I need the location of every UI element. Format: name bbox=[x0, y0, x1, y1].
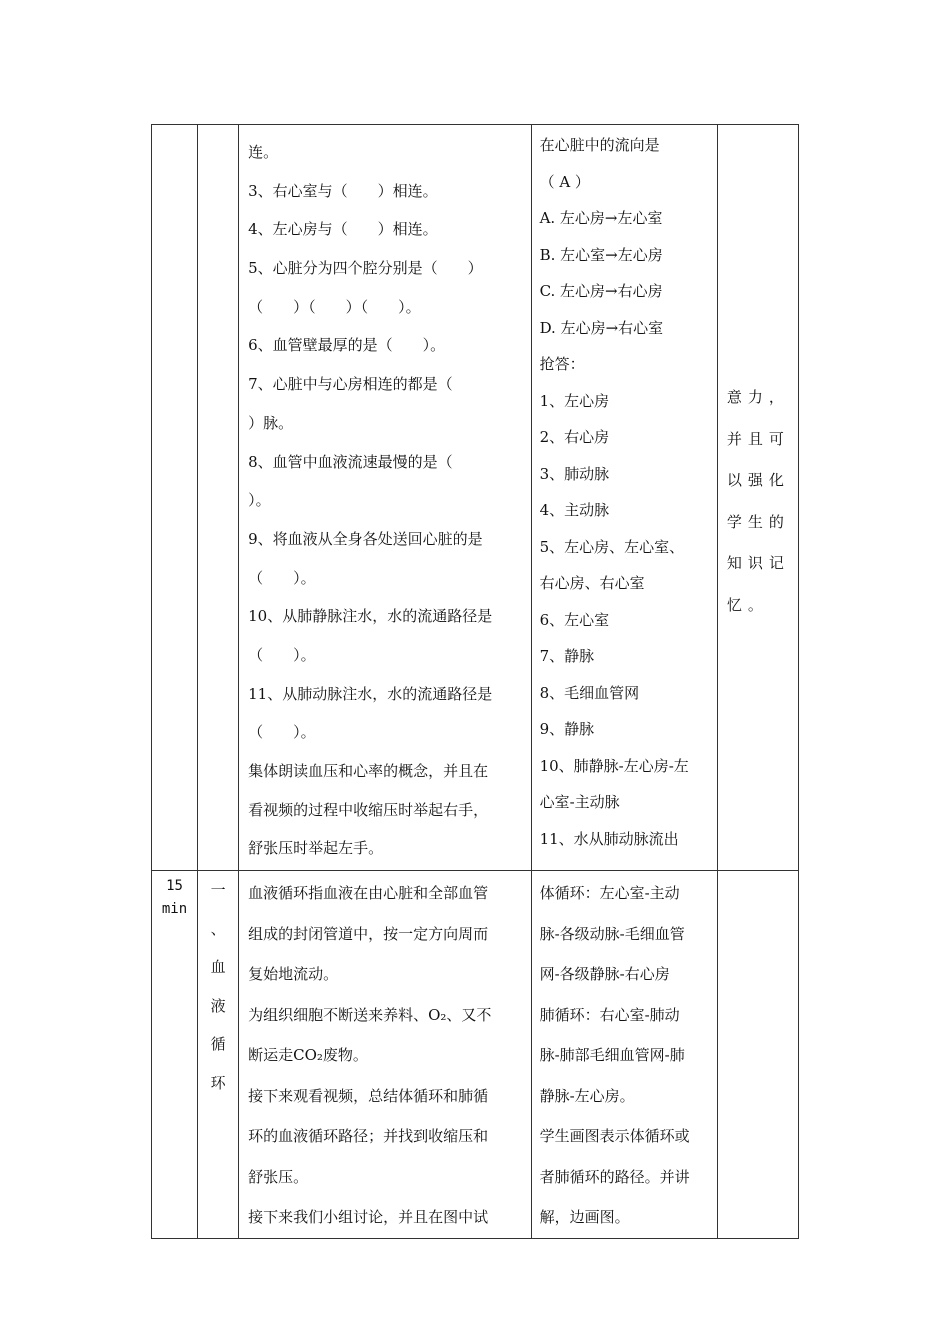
time-cell bbox=[152, 871, 198, 1239]
text-line: 意力， bbox=[726, 388, 790, 406]
table-row bbox=[152, 871, 799, 1239]
text-line: 舒张压。 bbox=[248, 1167, 309, 1186]
text-line: 网-各级静脉-右心房 bbox=[539, 965, 670, 983]
text-line: 静脉-左心房。 bbox=[539, 1086, 635, 1105]
text-line: 4、主动脉 bbox=[539, 501, 610, 519]
text-line: ）。 bbox=[248, 491, 271, 510]
text-line: （ ）。 bbox=[248, 645, 316, 664]
text-line: 心室-主动脉 bbox=[539, 793, 620, 811]
section-cell bbox=[198, 125, 239, 871]
text-line: 6、左心室 bbox=[539, 610, 610, 629]
text-line: B. 左心室→左心房 bbox=[539, 245, 663, 264]
text-line: 7、心脏中与心房相连的都是（ bbox=[248, 375, 453, 394]
text-line: 11、从肺动脉注水，水的流通路径是 bbox=[248, 684, 493, 703]
text-line: 断运走CO₂废物。 bbox=[248, 1046, 368, 1064]
lesson-plan-table bbox=[151, 124, 799, 1239]
time-cell bbox=[152, 125, 198, 871]
text-line: 体循环：左心室-主动 bbox=[539, 884, 680, 902]
section-char: 血 bbox=[210, 958, 226, 977]
text-line: A. 左心房→左心室 bbox=[539, 209, 663, 227]
text-line: 1、左心房 bbox=[539, 391, 610, 410]
text-line: 知识记 bbox=[726, 554, 790, 572]
text-line: 肺循环：右心室-肺动 bbox=[539, 1005, 680, 1024]
text-line: 复始地流动。 bbox=[248, 965, 339, 983]
student-activity-cell bbox=[531, 871, 717, 1239]
design-intent-cell bbox=[717, 125, 798, 871]
text-line: 11、水从肺动脉流出 bbox=[539, 829, 679, 848]
section-char: 一 bbox=[210, 881, 226, 899]
text-line: （ ）（ ）（ ）。 bbox=[248, 297, 421, 316]
text-line: 接下来观看视频，总结体循环和肺循 bbox=[248, 1086, 489, 1105]
text-line: 组成的封闭管道中，按一定方向周而 bbox=[248, 924, 489, 943]
text-line: 7、静脉 bbox=[539, 647, 595, 665]
text-line: D. 左心房→右心室 bbox=[539, 318, 664, 337]
text-line: 学生的 bbox=[726, 512, 790, 531]
text-line: 并且可 bbox=[726, 429, 790, 448]
text-line: 在心脏中的流向是 bbox=[539, 136, 660, 154]
text-line: 看视频的过程中收缩压时举起右手， bbox=[248, 800, 489, 819]
text-line: 为组织细胞不断送来养料、O₂、又不 bbox=[248, 1005, 492, 1024]
text-line: （ ）。 bbox=[248, 568, 316, 587]
text-line: 9、将血液从全身各处送回心脏的是 bbox=[248, 529, 483, 548]
table-row bbox=[152, 125, 799, 871]
text-line: ）脉。 bbox=[248, 413, 294, 432]
text-line: 9、静脉 bbox=[539, 720, 595, 738]
text-line: 学生画图表示体循环或 bbox=[539, 1127, 690, 1145]
text-line: 3、右心室与（ ）相连。 bbox=[248, 181, 438, 200]
text-line: 2、右心房 bbox=[539, 428, 610, 446]
text-line: 舒张压时举起左手。 bbox=[248, 839, 384, 858]
text-line: 接下来我们小组讨论，并且在图中试 bbox=[248, 1208, 489, 1226]
text-line: 脉-肺部毛细血管网-肺 bbox=[539, 1046, 685, 1064]
text-line: （ A ） bbox=[539, 172, 590, 191]
text-line: 8、毛细血管网 bbox=[539, 683, 640, 702]
text-line: 4、左心房与（ ）相连。 bbox=[248, 220, 438, 239]
time-value: 15 bbox=[166, 878, 183, 894]
text-line: 3、肺动脉 bbox=[539, 464, 610, 483]
text-line: 8、血管中血液流速最慢的是（ bbox=[248, 452, 453, 471]
text-line: 以强化 bbox=[726, 471, 790, 489]
text-line: 右心房、右心室 bbox=[539, 574, 645, 592]
text-line: 5、左心房、左心室、 bbox=[539, 537, 685, 556]
text-line: 环的血液循环路径；并找到收缩压和 bbox=[248, 1127, 489, 1145]
text-line: 解，边画图。 bbox=[539, 1208, 630, 1226]
section-char: 环 bbox=[210, 1073, 226, 1092]
teacher-activity-cell bbox=[239, 871, 531, 1239]
teacher-activity-cell bbox=[239, 125, 531, 871]
student-activity-cell bbox=[531, 125, 717, 871]
text-line: 血液循环指血液在由心脏和全部血管 bbox=[248, 884, 489, 902]
text-line: 集体朗读血压和心率的概念，并且在 bbox=[248, 762, 489, 780]
text-line: 忆。 bbox=[726, 595, 769, 614]
text-line: 脉-各级动脉-毛细血管 bbox=[539, 924, 685, 943]
text-line: 连。 bbox=[248, 143, 279, 161]
section-cell bbox=[198, 871, 239, 1239]
text-line: （ ）。 bbox=[248, 723, 316, 742]
text-line: 抢答： bbox=[539, 355, 585, 373]
section-char: 循 bbox=[210, 1035, 226, 1054]
time-unit: min bbox=[161, 901, 188, 917]
section-char: 液 bbox=[210, 996, 226, 1015]
text-line: C. 左心房→右心房 bbox=[539, 282, 663, 300]
text-line: 6、血管壁最厚的是（ ）。 bbox=[248, 336, 446, 355]
text-line: 5、心脏分为四个腔分别是（ ） bbox=[248, 259, 483, 278]
section-char: 、 bbox=[210, 919, 226, 938]
text-line: 10、从肺静脉注水，水的流通路径是 bbox=[248, 607, 493, 626]
text-line: 者肺循环的路径。并讲 bbox=[539, 1167, 690, 1186]
text-line: 10、肺静脉-左心房-左 bbox=[539, 756, 689, 775]
design-intent-cell bbox=[717, 871, 798, 1239]
